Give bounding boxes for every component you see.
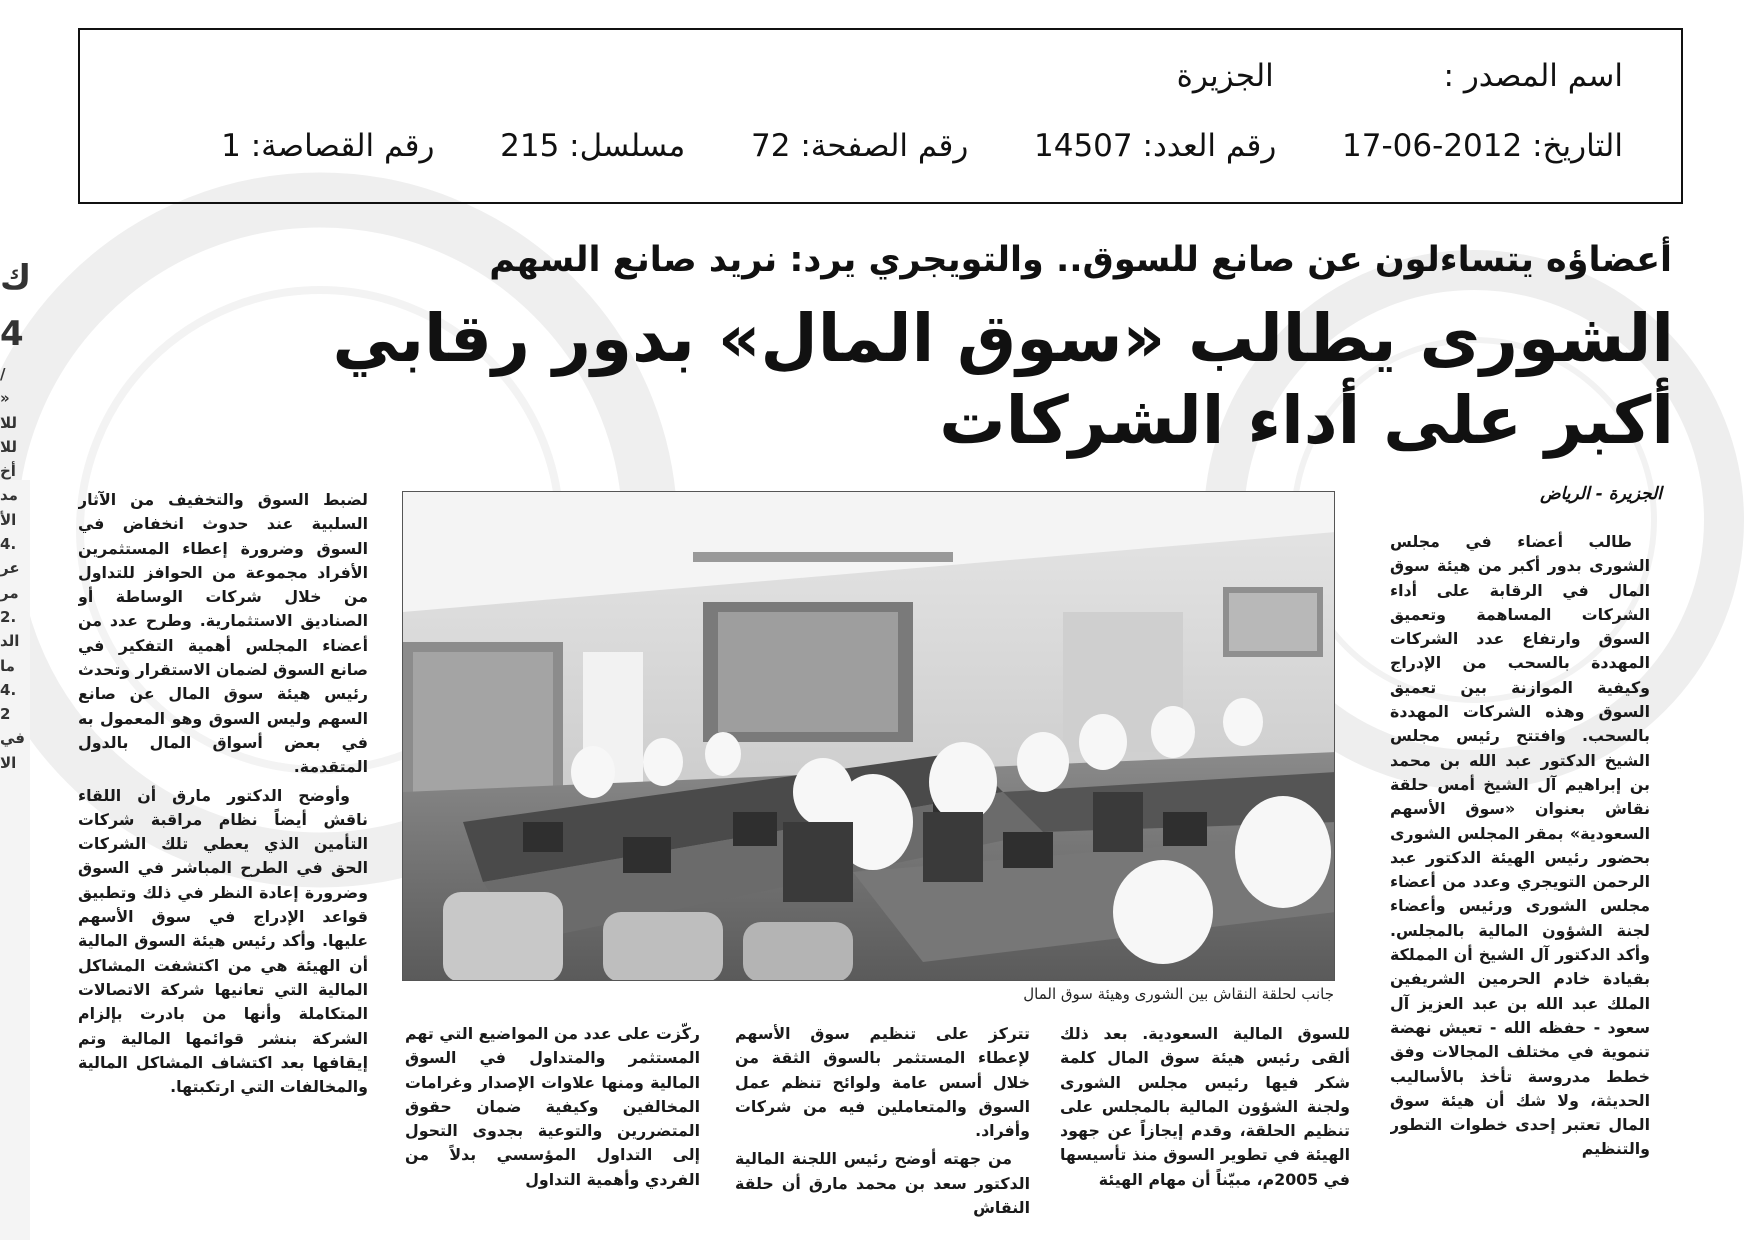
column-1-paragraph: طالب أعضاء في مجلس الشورى بدور أكبر من هيئة سوق المال في الرقابة على أداء الشركات المساهمة وتعميق السوق وارتفاع عدد الشركات المهددة بالسحب من الإدراج وكيفية الموازنة بين تعميق السوق وهذه الشركات المهددة بالسحب. وافتتح رئيس مجلس الشيخ الدكتور عبد الله بن محمد بن إبراهيم آل الشيخ أمس حلقة نقاش بعنوان «سوق الأسهم السعودية» بمقر المجلس الشورى بحضور رئيس الهيئة الدكتور عبد الرحمن التويجري وعدد من أعضاء مجلس الشورى ورئيس وأعضاء لجنة الشؤون المالية بالمجلس. وأكد الدكتور آل الشيخ أن المملكة بقيادة خادم الحرمين الشريفين الملك عبد الله بن عبد العزيز آل سعود - حفظه الله - تعيش نهضة تنموية في مختلف المجالات وفق خطط مدروسة تأخذ بالأساليب الحديثة، ولا شك أن هيئة سوق المال تعتبر إحدى خطوات التطور والتنظيم [1390, 532, 1650, 1159]
photo-caption: جانب لحلقة النقاش بين الشورى وهيئة سوق المال [1023, 985, 1334, 1003]
fragment-line: مر [0, 583, 19, 602]
clipping-metadata-box [78, 28, 1683, 204]
article-column-4 [405, 1022, 700, 1232]
issue-value: 14507 [1034, 128, 1133, 164]
column-5-paragraph-2: وأوضح الدكتور مارق أن اللقاء ناقش أيضاً نظام مراقبة شركات التأمين الذي يعطي تلك الشركات الحق في الطرح المباشر في السوق وضرورة إعادة النظر في ذلك وتطبيق قواعد الإدراج في سوق الأسهم عليها. وأكد رئيس هيئة السوق المالية أن الهيئة هي من اكتشفت المشاكل المالية التي تعانيها شركة الاتصالات المتكاملة وأنها من بادرت بإلزام الشركة بنشر قوائمها المالية وتم إيقافها بعد اكتشاف المشاكل المالية والمخالفات التي ارتكبتها. [78, 785, 368, 1097]
page-label: رقم الصفحة: [800, 128, 969, 164]
meeting-room-photo-icon [403, 492, 1335, 981]
fragment-line: أخ [0, 462, 16, 481]
issue-label: رقم العدد: [1142, 128, 1277, 164]
fragment-line: 4 [0, 314, 24, 354]
adjacent-article-fragment [0, 250, 38, 850]
fragment-line: .2 [0, 607, 17, 626]
source-value: الجزيرة [1176, 58, 1274, 94]
column-5-paragraph-1: لضبط السوق والتخفيف من الآثار السلبية عند حدوث انخفاض في السوق وضرورة إعطاء المستثمرين الأفراد مجموعة من الحوافز للتداول من خلال شركات الوساطة أو الصناديق الاستثمارية. وطرح عدد من أعضاء المجلس أهمية التفكير في صانع السوق لضمان الاستقرار وتحدث رئيس هيئة سوق المال عن صانع السهم وليس السوق وهو المعمول به في بعض أسواق المال بالدول المتقدمة. [78, 490, 368, 777]
fragment-line: « [0, 389, 10, 408]
fragment-line: / [0, 365, 6, 383]
fragment-line: في [0, 729, 25, 748]
details-row [221, 128, 1623, 164]
fragment-line: الد [0, 632, 20, 651]
fragment-line: .4 [0, 680, 17, 699]
article-headline [332, 298, 1674, 462]
article-column-5 [78, 488, 368, 1228]
page-value: 72 [751, 128, 791, 164]
source-row [1177, 58, 1623, 94]
clip-value: 1 [221, 128, 241, 164]
column-2-paragraph: للسوق المالية السعودية. بعد ذلك ألقى رئيس هيئة سوق المال كلمة شكر فيها رئيس مجلس الشورى ولجنة الشؤون المالية بالمجلس على تنظيم الحلقة، وقدم إيجازاً عن جهود الهيئة في تطوير السوق منذ تأسيسها في 2005م، مبيّناً أن مهام الهيئة [1060, 1024, 1350, 1189]
article-byline: الجزيرة - الرياض [1540, 484, 1662, 504]
fragment-line: للا [0, 413, 18, 432]
article-column-1 [1390, 530, 1650, 1230]
headline-line-1: الشورى يطالب «سوق المال» بدور رقابي [332, 300, 1674, 377]
article-column-2 [1060, 1022, 1350, 1232]
fragment-line: للا [0, 437, 18, 456]
fragment-line: مد [0, 486, 18, 505]
serial-value: 215 [500, 128, 560, 164]
fragment-line: ك [0, 258, 32, 298]
fragment-line: 2 [0, 705, 11, 724]
headline-line-2: أكبر على أداء الشركات [939, 382, 1674, 459]
article-column-3 [735, 1022, 1030, 1232]
fragment-line: .4 [0, 535, 17, 554]
fragment-line: الا [0, 753, 17, 772]
article-photo [402, 491, 1335, 981]
date-value: 2012-06-17 [1342, 128, 1523, 164]
column-3-paragraph-1: تتركز على تنظيم سوق الأسهم لإعطاء المستثمر بالسوق الثقة من خلال أسس عامة ولوائح تنظم عمل السوق والمتعاملين فيه من شركات وأفراد. [735, 1024, 1030, 1141]
column-3-paragraph-2: من جهته أوضح رئيس اللجنة المالية الدكتور سعد بن محمد مارق أن حلقة النقاش [735, 1149, 1030, 1218]
article-subheadline: أعضاؤه يتساءلون عن صانع للسوق.. والتويجري يرد: نريد صانع السهم [489, 240, 1672, 280]
source-label: اسم المصدر : [1443, 58, 1623, 94]
serial-label: مسلسل: [569, 128, 686, 164]
clip-label: رقم القصاصة: [250, 128, 435, 164]
fragment-line: عر [0, 559, 20, 578]
fragment-line: الأ [0, 510, 17, 529]
column-4-paragraph: ركّزت على عدد من المواضيع التي تهم المستثمر والمتداول في السوق المالية ومنها علاوات الإصدار وغرامات المخالفين وكيفية ضمان حقوق المتضررين والتوعية بجدوى التحول إلى التداول المؤسسي بدلاً من الفردي وأهمية التداول [405, 1024, 700, 1189]
fragment-line: ما [0, 656, 15, 675]
date-label: التاريخ: [1532, 128, 1623, 164]
